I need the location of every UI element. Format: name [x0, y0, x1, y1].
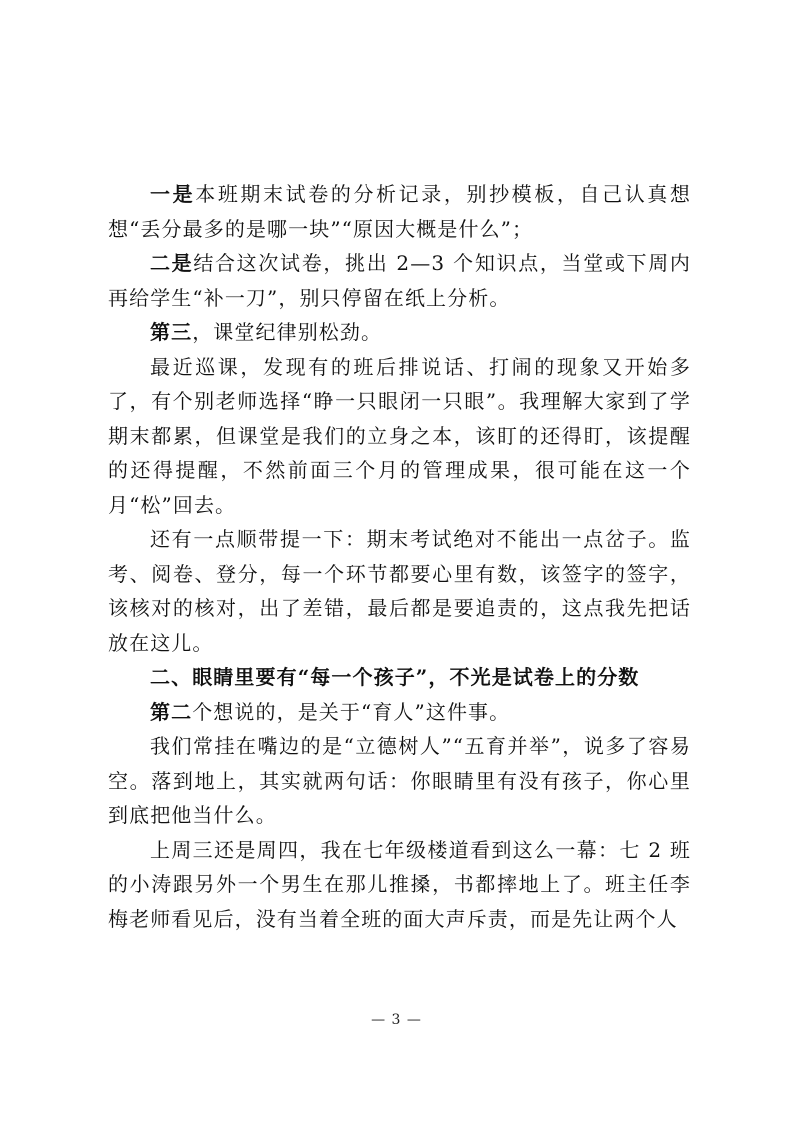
paragraph-moral-education — [108, 729, 691, 833]
paragraph-text: 我们常挂在嘴边的是“立德树人”“五育并举”，说多了容易空。落到地上，其实就两句话：你眼睛里有没有孩子，你心里到底把他当什么。 — [108, 734, 691, 827]
paragraph-text: 个想说的，是关于“育人”这件事。 — [192, 699, 511, 724]
paragraph-item-1 — [108, 177, 691, 246]
paragraph-lead: 第二 — [150, 699, 193, 724]
paragraph-text: 上周三还是周四，我在七年级楼道看到这么一幕：七 2 班的小涛跟另外一个男生在那儿推搡，书都摔地上了。班主任李梅老师看见后，没有当着全班的面大声斥责，而是先让两个人 — [108, 837, 691, 931]
paragraph-text: 结合这次试卷，挑出 2—3 个知识点，当堂或下周内再给学生“补一刀”，别只停留在纸上分析。 — [108, 251, 691, 310]
paragraph-classroom-patrol — [108, 350, 691, 523]
paragraph-point-three — [108, 315, 691, 350]
paragraph-item-2 — [108, 246, 691, 315]
paragraph-lead: 第三 — [150, 320, 193, 344]
paragraph-lead: 二是 — [150, 251, 194, 275]
paragraph-text: 本班期末试卷的分析记录，别抄模板，自己认真想想“丢分最多的是哪一块”“原因大概是什么”； — [108, 182, 692, 241]
paragraph-text: 最近巡课，发现有的班后排说话、打闹的现象又开始多了，有个别老师选择“睁一只眼闭一只眼”。我理解大家到了学期末都累，但课堂是我们的立身之本，该盯的还得盯，该提醒的还得提醒，不然前面三个月的管理成果，很可能在这一个月“松”回去。 — [108, 354, 691, 517]
paragraph-exam-reminder — [108, 522, 691, 660]
paragraph-lead: 一是 — [150, 182, 196, 206]
document-body — [108, 177, 691, 936]
paragraph-hallway-story — [108, 833, 691, 937]
section-heading: 二、眼睛里要有“每一个孩子”，不光是试卷上的分数 — [150, 665, 640, 689]
paragraph-education-intro — [108, 695, 691, 730]
paragraph-text: 还有一点顺带提一下：期末考试绝对不能出一点岔子。监考、阅卷、登分，每一个环节都要心里有数，该签字的签字，该核对的核对，出了差错，最后都是要追责的，这点我先把话放在这儿。 — [108, 527, 691, 655]
page-number: — 3 — — [371, 1012, 422, 1028]
paragraph-text: ，课堂纪律别松劲。 — [192, 320, 383, 344]
